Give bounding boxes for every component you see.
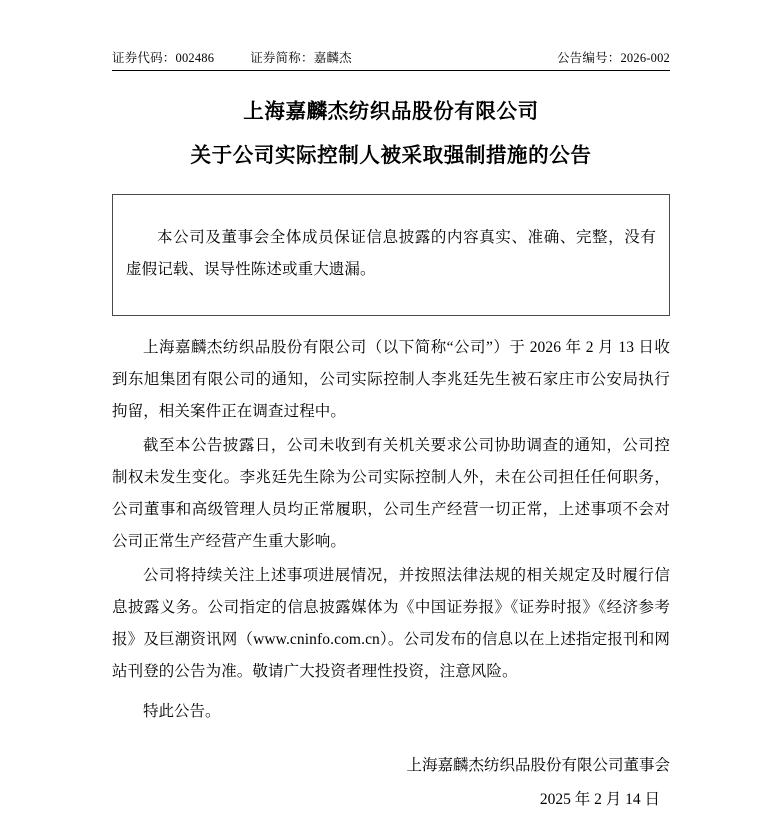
body-paragraph: 截至本公告披露日，公司未收到有关机关要求公司协助调查的通知，公司控制权未发生变化。李兆廷先生除为公司实际控制人外，未在公司担任任何职务，公司董事和高级管理人员均正常履职，公司生产经营一切正常，上述事项不会对公司正常生产经营产生重大影响。 [112,436,670,550]
security-code: 证券代码：002486 [112,51,215,65]
body-paragraph: 上海嘉麟杰纺织品股份有限公司（以下简称“公司”）于 2026 年 2 月 13 日收到东旭集团有限公司的通知，公司实际控制人李兆廷先生被石家庄市公安局执行拘留，相关案件正在调查过程中。 [112,338,670,420]
document-header [112,0,670,66]
document-title [112,97,670,172]
signature-date: 2025 年 2 月 14 日 [539,790,660,808]
header-divider [112,70,670,71]
signature-company: 上海嘉麟杰纺织品股份有限公司董事会 [406,756,670,774]
body-paragraph: 公司将持续关注上述事项进展情况，并按照法律法规的相关规定及时履行信息披露义务。公司指定的信息披露媒体为《中国证券报》《证券时报》《经济参考报》及巨潮资讯网（www.cninfo.com.cn）。公司发布的信息以在上述指定报刊和网站刊登的公告为准。敬请广大投资者理性投资，注意风险。 [112,566,670,680]
title-company-name: 上海嘉麟杰纺织品股份有限公司 [243,101,539,123]
title-subject: 关于公司实际控制人被采取强制措施的公告 [190,144,592,167]
closing-statement: 特此公告。 [143,702,221,720]
signature-block [112,750,670,816]
security-abbreviation: 证券简称：嘉麟杰 [250,51,352,65]
document-body [112,332,670,728]
announcement-number: 公告编号：2026-002 [556,51,670,65]
disclaimer-box [112,194,670,316]
disclaimer-text: 本公司及董事会全体成员保证信息披露的内容真实、准确、完整，没有虚假记载、误导性陈述或重大遗漏。 [126,229,656,278]
